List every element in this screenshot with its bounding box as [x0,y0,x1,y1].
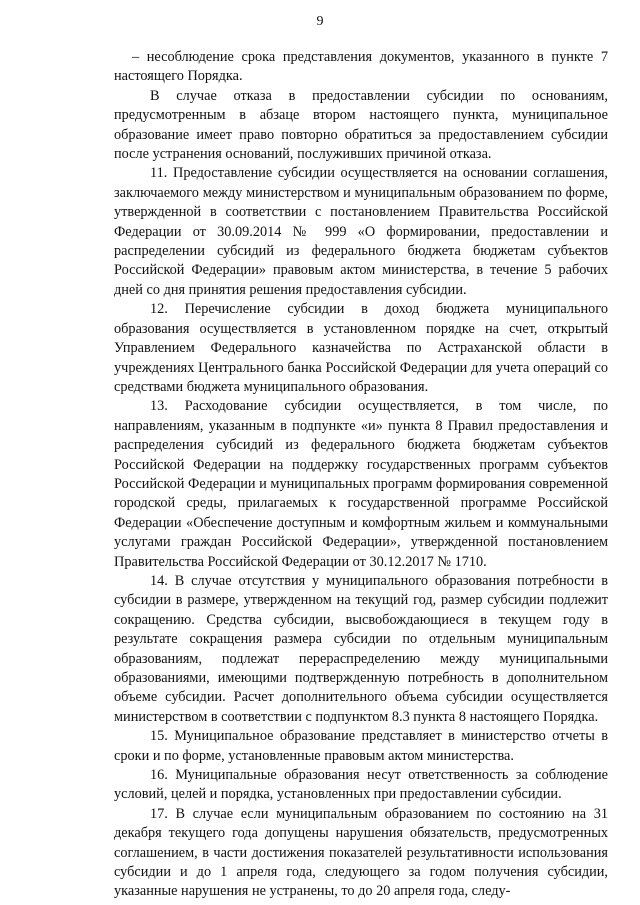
paragraph-13: 13. Расходование субсидии осуществляется, в том числе, по направлениям, указанным в подпункте «и» пункта 8 Правил предоставления и распределения субсидий из федерального бюджета бюджетам субъектов Российской Федерации на поддержку государственных программ субъектов Российской Федерации и муниципальных программ формирования современной городской среды, прилагаемых к государственной программе Российской Федерации «Обеспечение доступным и комфортным жильем и коммунальными услугами граждан Российской Федерации», утвержденной постановлением Правительства Российской Федерации от 30.12.2017 № 1710. [114,398,608,570]
document-body [114,48,608,902]
paragraph-14: 14. В случае отсутствия у муниципального образования потребности в субсидии в размере, утвержденном на текущий год, размер субсидии подлежит сокращению. Средства субсидии, высвобождающиеся в текущем году в результате сокращения размера субсидии по отдельным муниципальным образованиям, подлежат перераспределению между муниципальными образованиями, имеющими подтвержденную потребность в дополнительном объеме субсидии. Расчет дополнительного объема субсидии осуществляется министерством в соответствии с подпунктом 8.3 пункта 8 настоящего Порядка. [114,572,608,725]
paragraph-17: 17. В случае если муниципальным образованием по состоянию на 31 декабря текущего года допущены нарушения обязательств, предусмотренных соглашением, в части достижения показателей результативности использования субсидии и до 1 апреля года, следующего за годом получения субсидии, указанные нарушения не устранены, то до 20 апреля года, следу- [114,805,608,900]
paragraph-16: 16. Муниципальные образования несут ответственность за соблюдение условий, целей и порядка, установленных при предоставлении субсидии. [114,767,608,803]
paragraph-15: 15. Муниципальное образование представляет в министерство отчеты в сроки и по форме, установленные правовым актом министерства. [114,728,608,764]
paragraph-refusal: В случае отказа в предоставлении субсидии по основаниям, предусмотренным в абзаце втором настоящего пункта, муниципальное образование имеет право повторно обратиться за предоставлением субсидии после устранения оснований, послуживших причиной отказа. [114,87,608,163]
paragraph-11: 11. Предоставление субсидии осуществляется на основании соглашения, заключаемого между министерством и муниципальным образованием по форме, утвержденной в соответствии с постановлением Правительства Российской Федерации от 30.09.2014 № 999 «О формировании, предоставлении и распределении субсидий из федерального бюджета бюджетам субъектов Российской Федерации» правовым актом министерства, в течение 5 рабочих дней со дня принятия решения предоставления субсидии. [114,165,608,298]
paragraph-12: 12. Перечисление субсидии в доход бюджета муниципального образования осуществляется в установленном порядке на счет, открытый Управлением Федерального казначейства по Астраханской области в учреждениях Центрального банка Российской Федерации для учета операций со средствами бюджета муниципального образования. [114,301,608,395]
paragraph-bullet-deadline: – несоблюдение срока представления документов, указанного в пункте 7 настоящего Порядка. [114,49,608,85]
page-number: 9 [316,14,324,29]
